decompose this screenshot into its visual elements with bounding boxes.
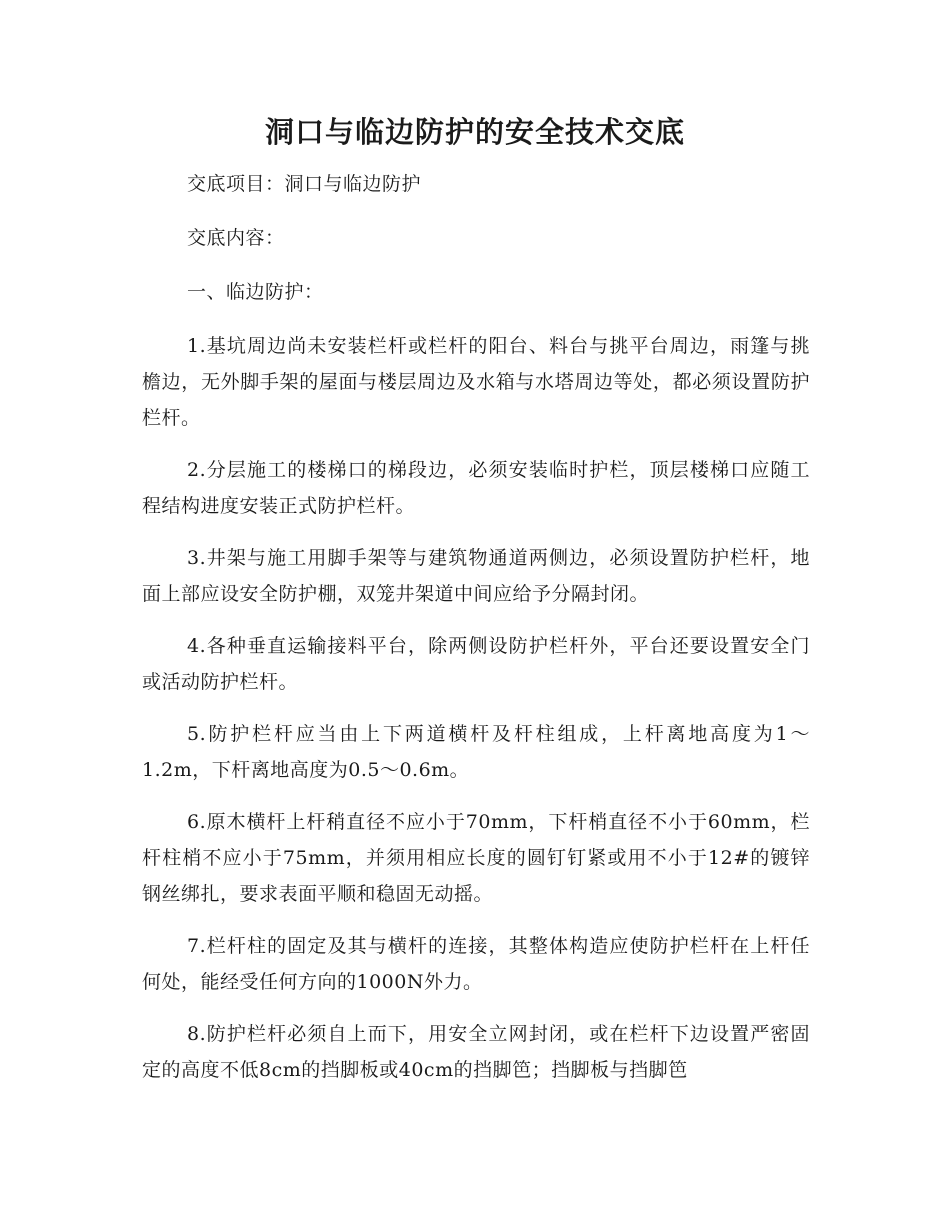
paragraph-item-8: 8.防护栏杆必须自上而下，用安全立网封闭，或在栏杆下边设置严密固定的高度不低8cm的挡脚板或40cm的挡脚笆；挡脚板与挡脚笆 [142,1023,810,1081]
paragraph-content-heading: 交底内容： [187,227,285,249]
paragraph-item-3: 3.井架与施工用脚手架等与建筑物通道两侧边，必须设置防护栏杆，地面上部应设安全防护棚，双笼井架道中间应给予分隔封闭。 [142,547,810,605]
paragraph-item-5: 5.防护栏杆应当由上下两道横杆及杆柱组成，上杆离地高度为1～1.2m，下杆离地高度为0.5～0.6m。 [142,723,810,781]
section-heading-edge-protection: 一、临边防护： [187,281,324,303]
paragraph-item-6: 6.原木横杆上杆稍直径不应小于70mm，下杆梢直径不小于60mm，栏杆柱梢不应小于75mm，并须用相应长度的圆钉钉紧或用不小于12#的镀锌钢丝绑扎，要求表面平顺和稳固无动摇。 [142,811,810,905]
paragraph-item-1: 1.基坑周边尚未安装栏杆或栏杆的阳台、料台与挑平台周边，雨篷与挑檐边，无外脚手架的屋面与楼层周边及水箱与水塔周边等处，都必须设置防护栏杆。 [142,335,810,429]
paragraph-item-2: 2.分层施工的楼梯口的梯段边，必须安装临时护栏，顶层楼梯口应随工程结构进度安装正式防护栏杆。 [142,459,810,517]
document-title: 洞口与临边防护的安全技术交底 [264,115,685,149]
paragraph-item-4: 4.各种垂直运输接料平台，除两侧设防护栏杆外，平台还要设置安全门或活动防护栏杆。 [142,635,810,693]
paragraph-project: 交底项目：洞口与临边防护 [187,173,422,195]
document-body [142,166,810,1104]
paragraph-item-7: 7.栏杆柱的固定及其与横杆的连接，其整体构造应使防护栏杆在上杆任何处，能经受任何方向的1000N外力。 [142,935,810,993]
